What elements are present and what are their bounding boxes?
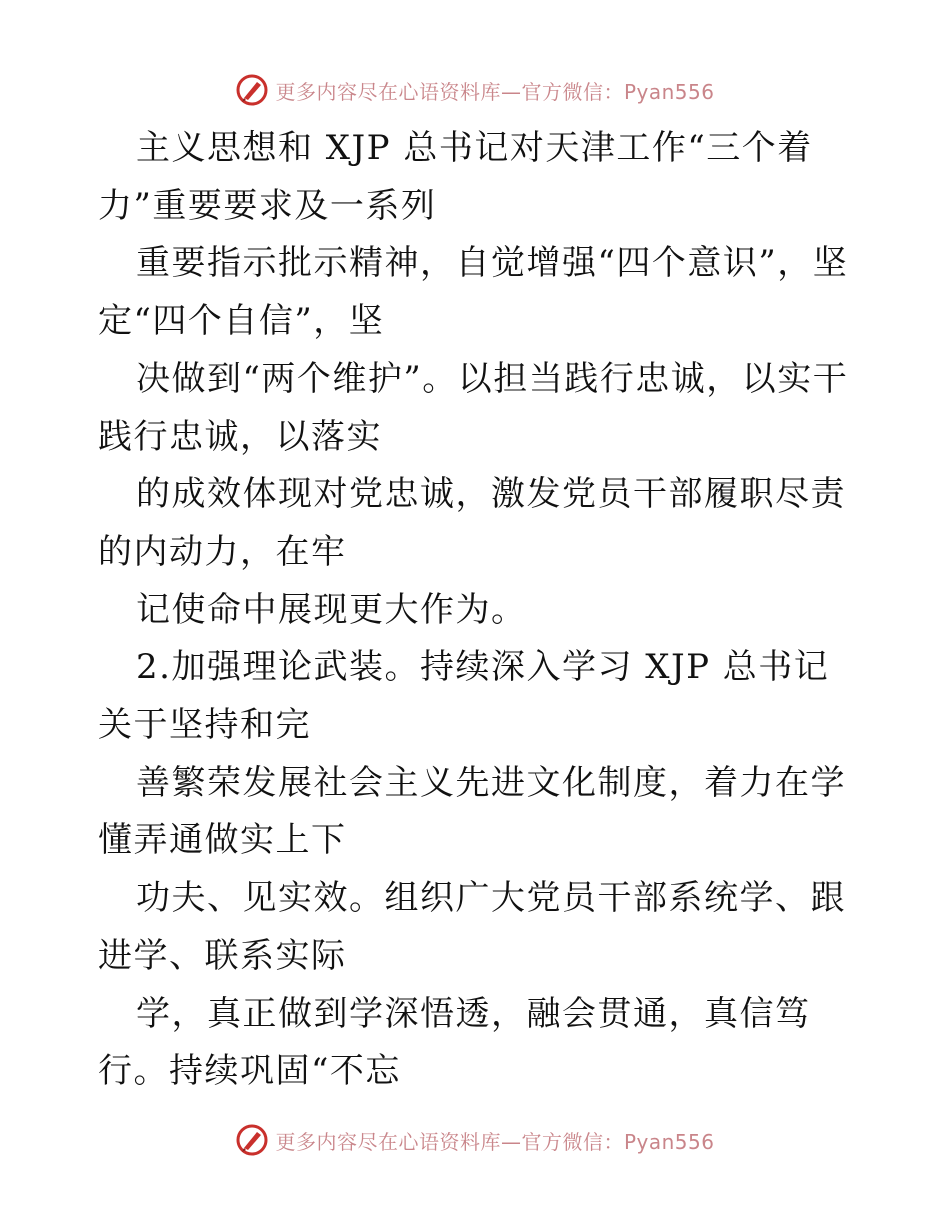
header-banner-text: 更多内容尽在心语资料库—官方微信：Pyan556 xyxy=(275,79,715,104)
paragraph-line: 记使命中展现更大作为。 xyxy=(136,589,527,630)
paragraph-line: 2.加强理论武装。持续深入学习 XJP 总书记关于坚持和完 xyxy=(98,647,830,746)
paragraph-line: 的成效体现对党忠诚，激发党员干部履职尽责的内动力，在牢 xyxy=(98,474,846,572)
paragraph-line: 重要指示批示精神，自觉增强“四个意识”，坚定“四个自信”，坚 xyxy=(98,243,849,342)
paragraph-line: 学，真正做到学深悟透，融会贯通，真信笃行。持续巩固“不忘 xyxy=(98,993,811,1092)
paragraph-line: 主义思想和 XJP 总书记对天津工作“三个着力”重要要求及一系列 xyxy=(98,128,813,226)
header-banner xyxy=(0,70,950,110)
footer-banner-text: 更多内容尽在心语资料库—官方微信：Pyan556 xyxy=(275,1129,715,1154)
quill-pen-logo-icon xyxy=(235,73,269,107)
paragraph-line: 善繁荣发展社会主义先进文化制度，着力在学懂弄通做实上下 xyxy=(98,762,846,861)
document-body xyxy=(98,120,858,1101)
footer-banner xyxy=(0,1120,950,1160)
paragraph-line: 功夫、见实效。组织广大党员干部系统学、跟进学、联系实际 xyxy=(98,878,846,976)
quill-pen-logo-icon xyxy=(235,1123,269,1157)
paragraph-line: 决做到“两个维护”。以担当践行忠诚，以实干践行忠诚，以落实 xyxy=(98,358,849,457)
